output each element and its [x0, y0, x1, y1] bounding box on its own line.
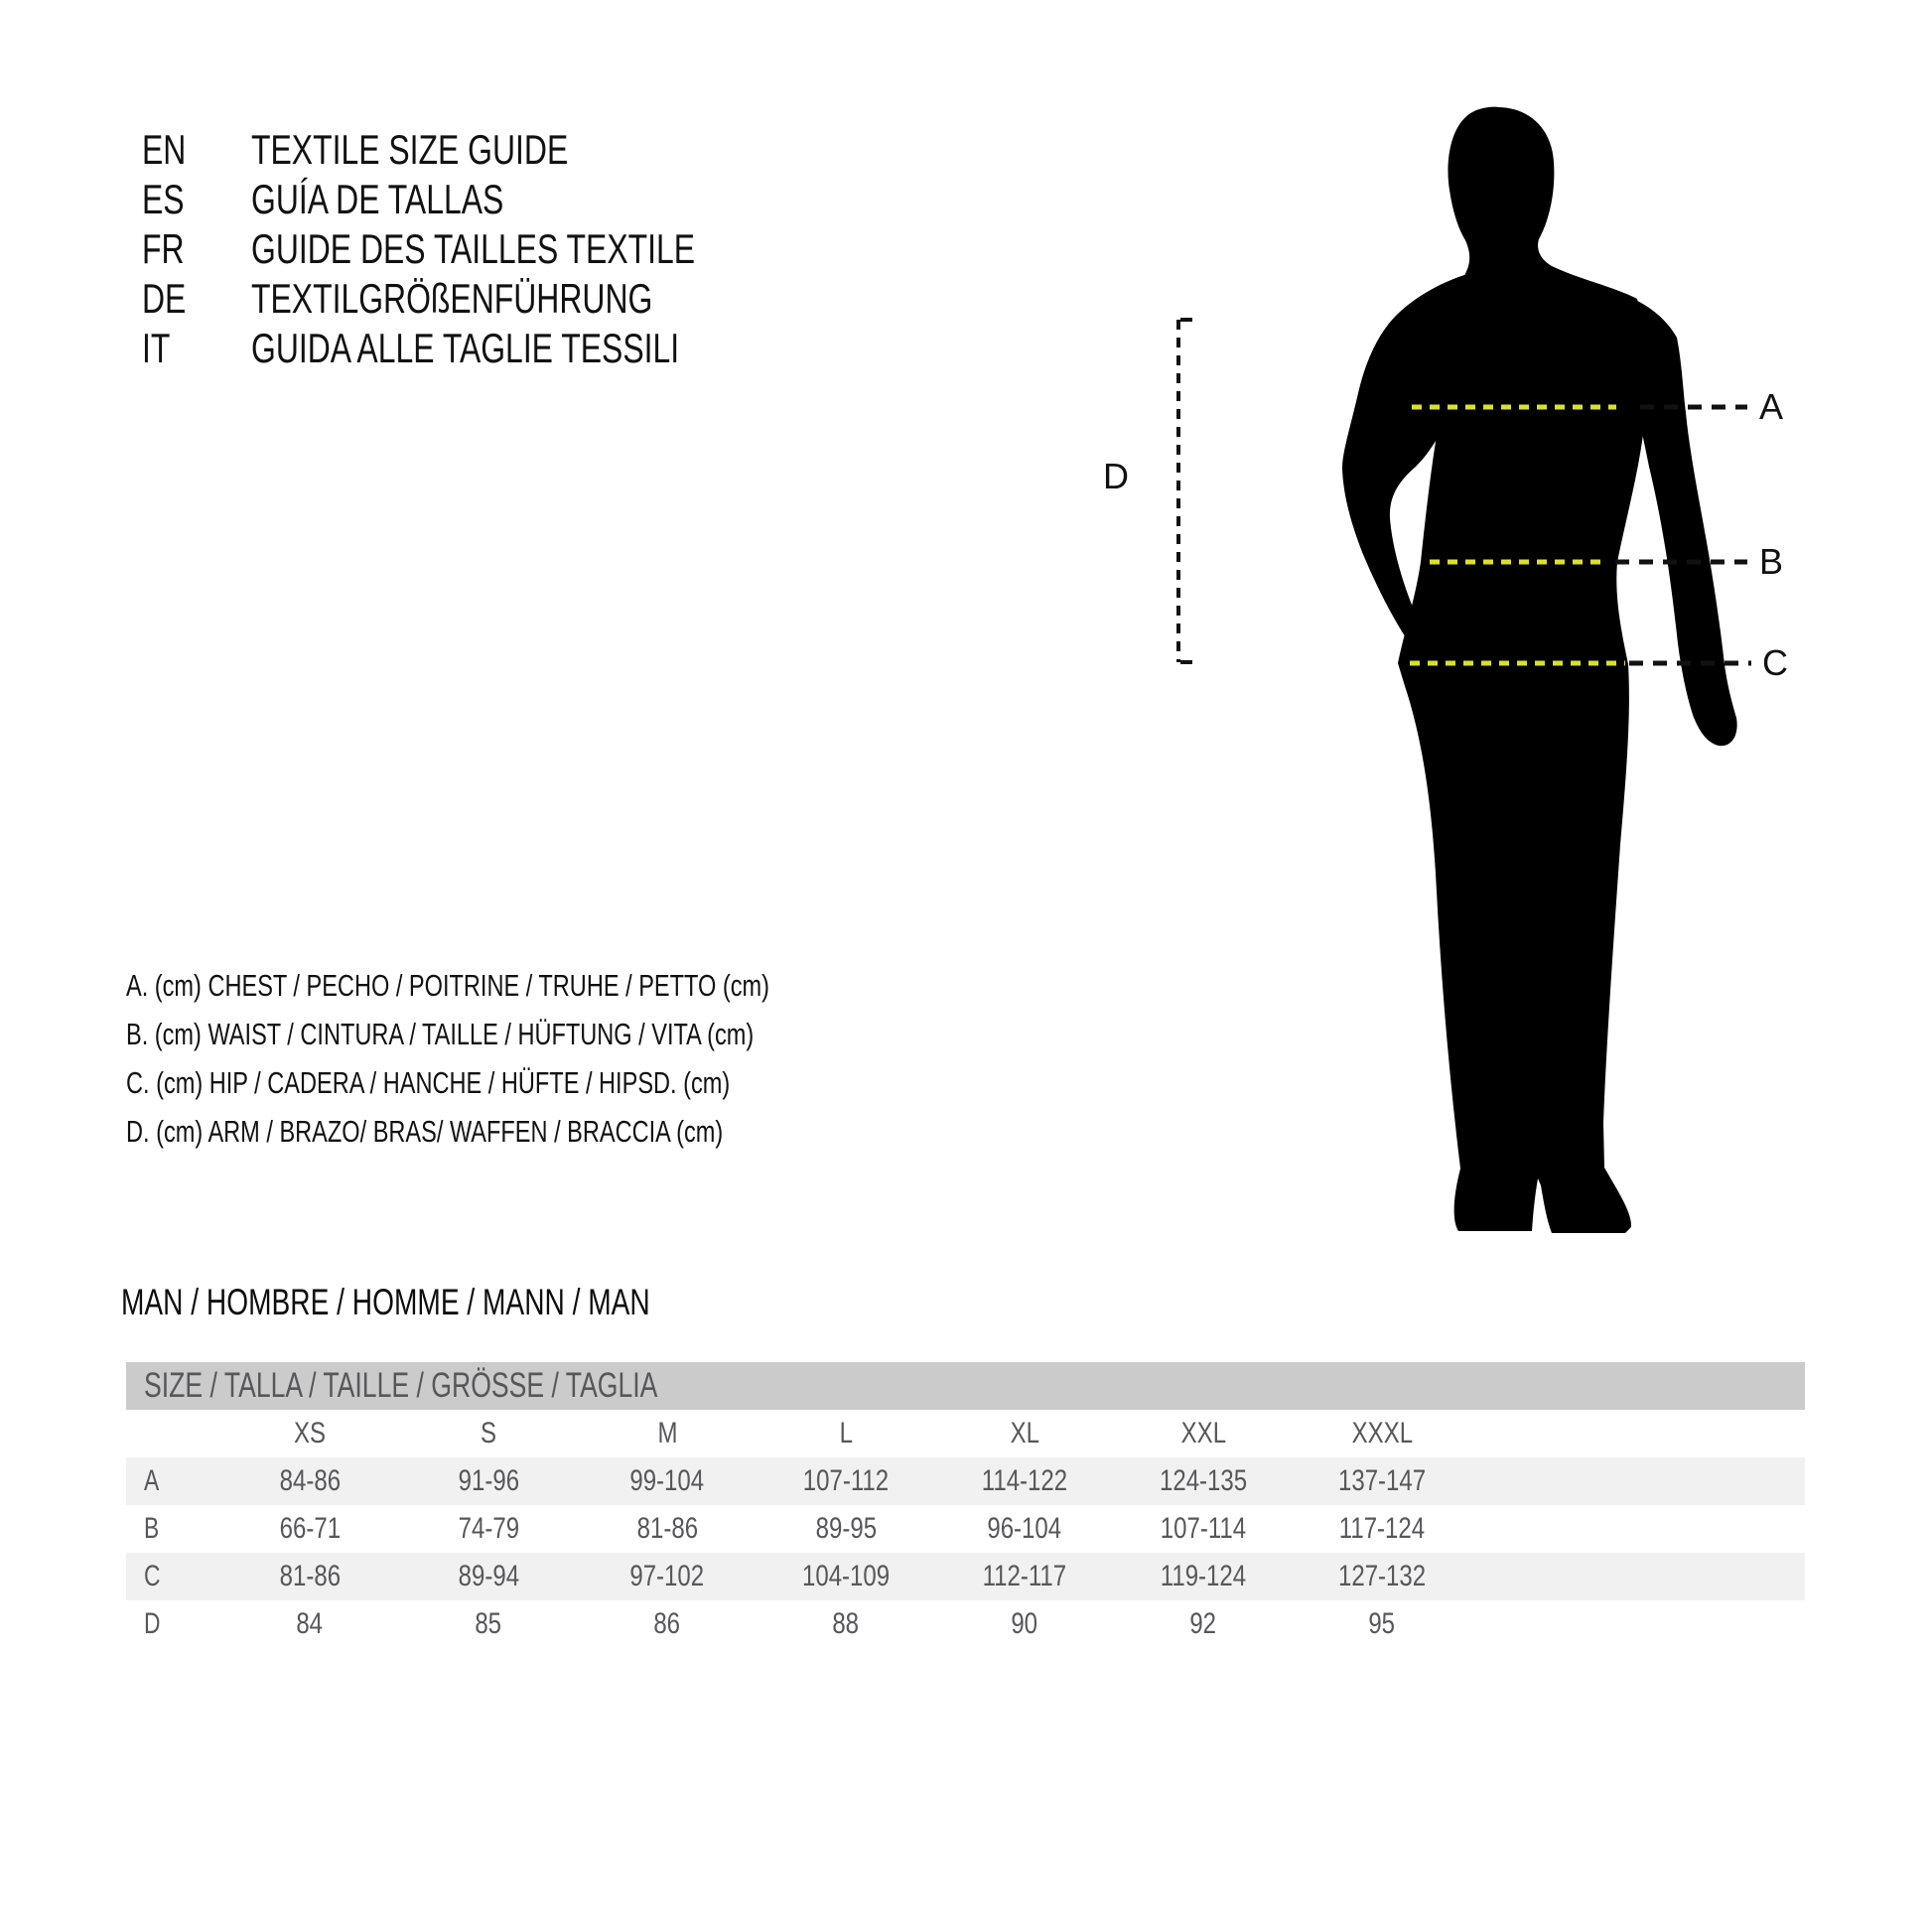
table-row-chest: [126, 1457, 1805, 1505]
language-code: FR: [142, 225, 185, 272]
value-cell: 97-102: [629, 1560, 705, 1592]
chest-label: A: [1759, 386, 1784, 427]
measurement-figure: [1013, 60, 1906, 1330]
value-cell: 99-104: [629, 1464, 705, 1497]
size-table: [126, 1362, 1805, 1648]
table-row-hip: [126, 1553, 1805, 1600]
value-cell: 89-94: [458, 1560, 519, 1592]
table-row-arm: [126, 1600, 1805, 1648]
value-cell: 88: [832, 1607, 860, 1640]
row-label: D: [144, 1607, 161, 1640]
row-label: B: [144, 1512, 160, 1545]
value-cell: 107-114: [1160, 1512, 1247, 1545]
value-cell: 104-109: [801, 1560, 891, 1592]
language-title-block: [142, 125, 835, 373]
guide-title: GUIDA ALLE TAGLIE TESSILI: [251, 325, 680, 371]
guide-title: GUÍA DE TALLAS: [251, 176, 504, 222]
guide-title: GUIDE DES TAILLES TEXTILE: [251, 225, 696, 272]
value-cell: 127-132: [1337, 1560, 1427, 1592]
value-cell: 85: [475, 1607, 502, 1640]
language-code: EN: [142, 126, 187, 173]
size-column: XL: [1010, 1417, 1039, 1449]
language-row: [142, 224, 835, 274]
table-row-waist: [126, 1505, 1805, 1553]
value-cell: 124-135: [1159, 1464, 1248, 1497]
value-cell: 91-96: [458, 1464, 519, 1497]
waist-label: B: [1759, 541, 1784, 582]
size-table-header-band: [126, 1362, 1805, 1410]
value-cell: 89-95: [815, 1512, 877, 1545]
size-table-header: SIZE / TALLA / TAILLE / GRÖSSE / TAGLIA: [144, 1366, 658, 1405]
man-silhouette-body: [1398, 107, 1647, 1233]
value-cell: 112-117: [982, 1560, 1067, 1592]
size-column: M: [657, 1417, 677, 1449]
hip-label: C: [1762, 642, 1788, 683]
language-row: [142, 175, 835, 224]
value-cell: 107-112: [802, 1464, 890, 1497]
value-cell: 137-147: [1337, 1464, 1427, 1497]
gender-section-title: MAN / HOMBRE / HOMME / MANN / MAN: [121, 1282, 650, 1322]
value-cell: 74-79: [458, 1512, 519, 1545]
value-cell: 81-86: [279, 1560, 341, 1592]
legend-line-waist: B. (cm) WAIST / CINTURA / TAILLE / HÜFTUNG / VITA (cm): [126, 1016, 755, 1051]
value-cell: 114-122: [981, 1464, 1068, 1497]
legend-line-hip: C. (cm) HIP / CADERA / HANCHE / HÜFTE / HIPSD. (cm): [126, 1064, 731, 1100]
size-column: S: [480, 1417, 496, 1449]
value-cell: 81-86: [636, 1512, 698, 1545]
value-cell: 119-124: [1160, 1560, 1247, 1592]
value-cell: 86: [653, 1607, 681, 1640]
language-row: [142, 324, 835, 373]
size-column: XXXL: [1351, 1417, 1413, 1449]
guide-title: TEXTILE SIZE GUIDE: [251, 126, 569, 173]
value-cell: 84: [296, 1607, 324, 1640]
value-cell: 96-104: [987, 1512, 1062, 1545]
language-code: IT: [142, 325, 171, 371]
language-code: DE: [142, 275, 187, 322]
legend-line-chest: A. (cm) CHEST / PECHO / POITRINE / TRUHE / PETTO (cm): [126, 967, 769, 1003]
man-silhouette-diagram: [1013, 60, 1906, 1330]
value-cell: 66-71: [279, 1512, 341, 1545]
value-cell: 84-86: [279, 1464, 341, 1497]
arm-label: D: [1103, 456, 1129, 496]
row-label: A: [144, 1464, 160, 1497]
row-label: C: [144, 1560, 161, 1592]
guide-title: TEXTILGRÖßENFÜHRUNG: [251, 275, 653, 322]
language-code: ES: [142, 176, 185, 222]
language-row: [142, 125, 835, 175]
legend-line-arm: D. (cm) ARM / BRAZO/ BRAS/ WAFFEN / BRACCIA (cm): [126, 1113, 724, 1149]
value-cell: 117-124: [1338, 1512, 1426, 1545]
size-column: L: [839, 1417, 853, 1449]
size-columns-row: [126, 1410, 1805, 1457]
value-cell: 92: [1189, 1607, 1217, 1640]
size-column: XS: [293, 1417, 327, 1449]
measurement-legend: [126, 961, 973, 1156]
value-cell: 95: [1368, 1607, 1396, 1640]
value-cell: 90: [1011, 1607, 1038, 1640]
size-column: XXL: [1180, 1417, 1226, 1449]
language-row: [142, 274, 835, 324]
